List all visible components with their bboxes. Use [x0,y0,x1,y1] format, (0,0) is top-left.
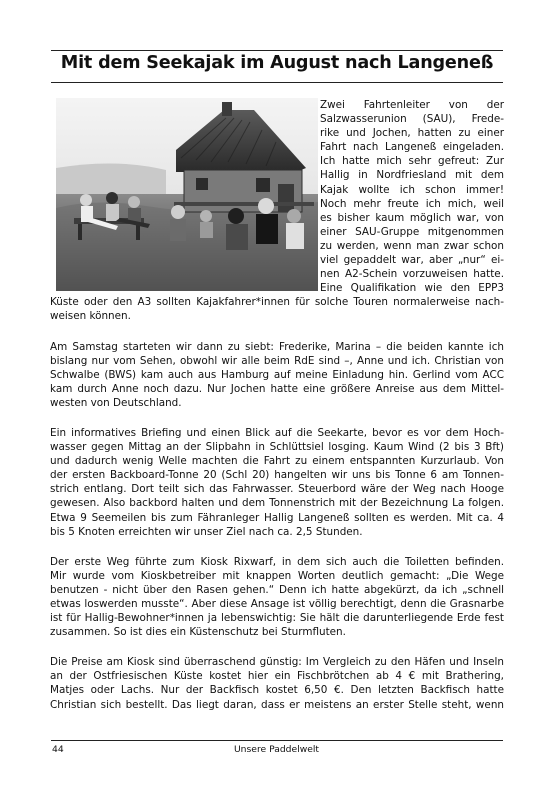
paragraph-intro [50,98,504,324]
text-line: Fahrt nach Langeneß eingeladen. [320,141,504,154]
text-line: westen von Deutschland. [50,396,182,409]
paragraph-kiosk [50,555,504,640]
text-line: Zwei Fahrtenleiter von der [320,99,504,111]
text-line: Etwa 9 Seemeilen bis zum Fähranleger Hallig Langeneß sollten es werden. Mit ca. 4 [50,511,504,524]
text-line: Schwalbe (BWS) kam auch aus Hamburg auf meine Einladung hin. Gerlind vom ACC [50,368,504,381]
text-line: bislang nur vom Sehen, obwohl wir alle beim RdE sind –, Anne und ich. Christian von [50,354,504,367]
text-line: Der erste Weg führte zum Kiosk Rixwarf, in dem sich auch die Toiletten befinden. [50,555,504,568]
text-line: Noch mehr freute ich mich, weil [320,197,504,210]
text-line: bis 5 Knoten erreichten wir unser Ziel nach ca. 2,5 Stunden. [50,525,363,538]
text-line: Matjes oder Lachs. Nur der Backfisch kostet 6,50 €. Den letzten Backfisch hatte [50,684,504,697]
text-line: gewesen. Also backbord halten und dem Tonnenstrich mit der Bezeichnung La folgen. [50,497,504,510]
text-line: Küste oder den A3 sollten Kajakfahrer*innen für solche Touren normalerweise nach- [50,296,504,309]
text-line: ist für Hallig-Bewohner*innen ja lebenswichtig: Sie hält die darunterliegende Erde fest [50,612,504,625]
running-title: Unsere Paddelwelt [233,744,320,755]
text-line: der ersten Backboard-Tonne 20 (Schl 20) hangelten wir uns bis Tonne 6 am Tonnen- [50,469,504,482]
text-line: Kajak wollte ich schon immer! [320,183,504,196]
text-line: zu werden, wenn man zwar schon [320,239,504,252]
text-line: benutzen - nicht über den Rasen gehen.“ Denn ich hatte abgekürzt, da ich „schnell [50,583,504,596]
text-line: Ein informatives Briefing und einen Blick auf die Seekarte, bevor es vor dem Hoch- [50,426,504,439]
text-line: strich entlang. Dort teilt sich das Fahrwasser. Steuerbord wäre der Weg nach Hooge [50,483,504,496]
text-line: Eine Qualifikation wie den EPP3 [320,282,504,295]
text-line: nen A2-Schein vorzuweisen hatte. [320,268,504,281]
text-line: viel gepaddelt war, aber „nur“ ei- [320,254,504,267]
article-title: Mit dem Seekajak im August nach Langeneß [60,53,494,73]
paragraph-saturday [50,340,504,410]
footer-rule [51,740,503,741]
title-rule [51,82,503,83]
paragraph-prices [50,655,504,711]
text-line: an der Ostfriesischen Küste kostet hier ein Fischbrötchen ab 4 € mit Brathering, [50,670,504,683]
text-line: einer SAU-Gruppe mitgenommen [320,225,504,238]
article-body [50,98,504,712]
text-line: wasser gegen Mittag an der Slipbahn in Schlüttsiel losging. Kaum Wind (2 bis 3 Bft) [50,441,504,454]
text-line: Ich hatte mich sehr gefreut: Zur [320,155,504,168]
text-line: und dadurch wenig Welle machten die Fahrt zu einem entspannten Kurzurlaub. Von [50,455,504,468]
text-line: zusammen. So ist dies ein Küstenschutz bei Sturmfluten. [50,626,346,639]
top-rule [51,50,503,51]
text-line: Salzwasserunion (SAU), Frede- [320,113,504,126]
paragraph-briefing [50,426,504,539]
text-line: Christian sich bestellt. Das liegt daran, dass er meistens an erster Stelle steht, wenn [50,698,504,711]
text-line: Mir wurde vom Kioskbetreiber mit knappen Worten deutlich gemacht: „Die Wege [50,569,504,582]
text-line: kam durch Anne noch dazu. Nur Jochen hatte eine größere Anreise aus dem Mittel- [50,382,504,395]
text-line: rike und Jochen, hatten zu einer [320,127,504,140]
text-line: Am Samstag starteten wir dann zu siebt: Frederike, Marina – die beiden kannte ich [50,340,504,353]
text-line: Hallig in Nordfriesland mit dem [320,169,504,182]
text-line: es bisher kaum möglich war, von [320,211,504,224]
text-line: weisen können. [50,310,131,323]
page-number: 44 [52,744,64,755]
text-line: etwas loswerden musste“. Aber diese Ansage ist völlig berechtigt, denn die Grasnarbe [50,598,504,610]
text-line: Die Preise am Kiosk sind überraschend günstig: Im Vergleich zu den Häfen und Inseln [50,656,504,669]
